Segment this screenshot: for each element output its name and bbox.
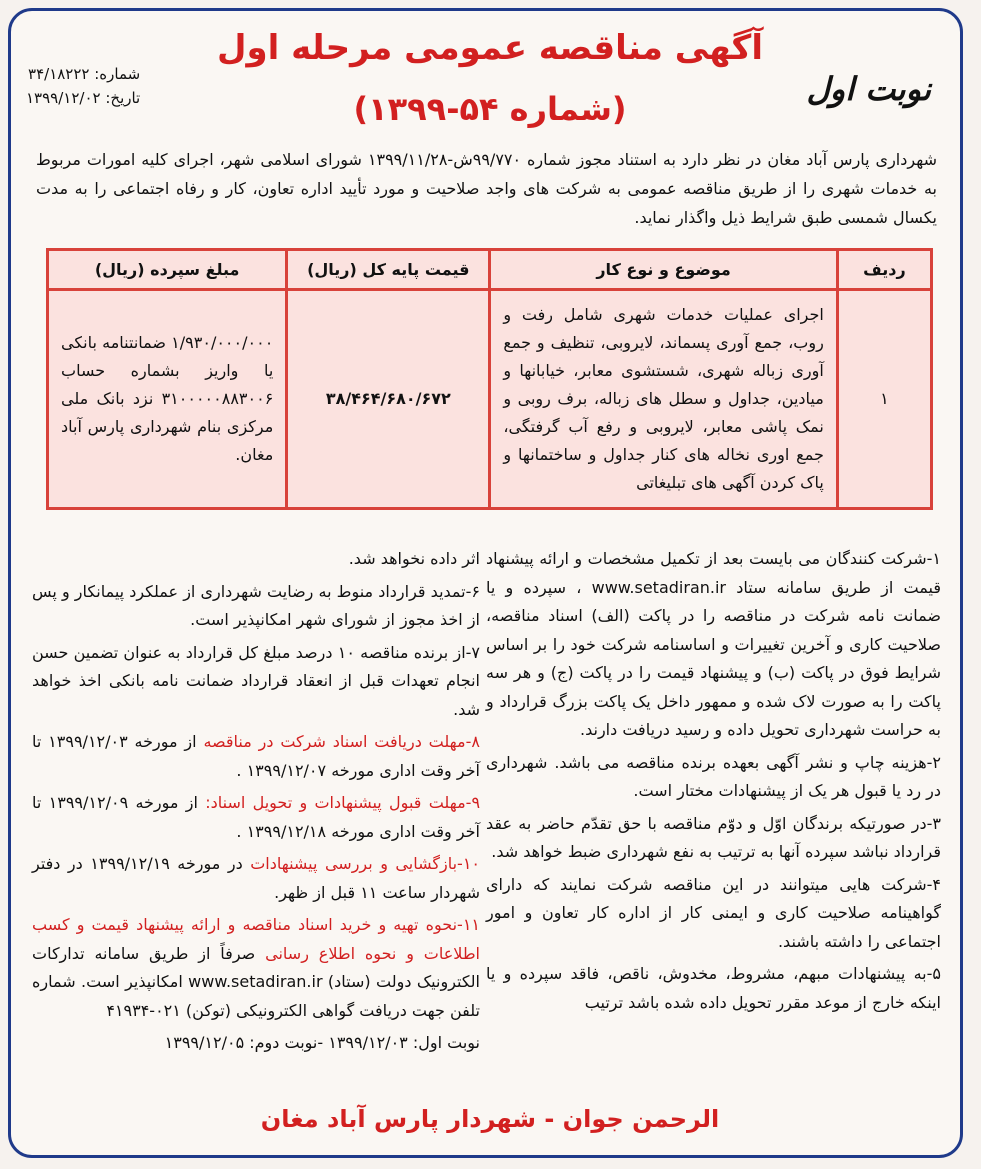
condition-10-text: در مورخه ۱۳۹۹/۱۲/۱۹ در دفتر شهردار ساعت ۱۱ قبل از ظهر. [32,854,480,902]
condition-4: ۴-شرکت هایی میتوانند در این مناقصه شرکت نمایند که دارای گواهینامه صلاحیت کاری و ایمنی کار از اداره کار تعاون و امور اجتماعی را داشته باشند. [486,874,941,951]
header-radif: ردیف [837,250,931,290]
condition-8 [32,728,480,785]
conditions-right-column [486,545,941,1021]
condition-3: ۳-در صورتیکه برندگان اوّل و دوّم مناقصه با حق تقدّم حاضر به عقد قرارداد نباشد سپرده آنها به ترتیب به نفع شهرداری ضبط خواهد شد. [486,813,941,861]
header-deposit: مبلغ سپرده (ریال) [48,250,287,290]
reference-number: شماره: ۳۴/۱۸۲۲۲ [28,65,141,83]
tender-table [46,248,933,510]
condition-9-label: ۹-مهلت قبول پیشنهادات و تحویل اسناد: [205,793,481,812]
condition-11-label: ۱۱-نحوه تهیه و خرید اسناد مناقصه و ارائه پیشنهاد قیمت و کسب اطلاعات و نحوه اطلاع رسانی [32,915,481,963]
condition-8-text: از مورخه ۱۳۹۹/۱۲/۰۳ تا آخر وقت اداری مورخه ۱۳۹۹/۱۲/۰۷ . [32,732,480,780]
condition-8-label: ۸-مهلت دریافت اسناد شرکت در مناقصه [203,732,480,751]
conditions-left-column [32,545,480,1062]
condition-2: ۲-هزینه چاپ و نشر آگهی بعهده برنده مناقصه می باشد. شهرداری در رد یا قبول هر یک از پیشنهادات مختار است. [486,752,941,800]
condition-10-label: ۱۰-بازگشایی و بررسی پیشنهادات [250,854,480,873]
round-label: نوبت اول [806,70,931,108]
notice-number: (شماره ۵۴-۱۳۹۹) [353,90,627,128]
table-header-row [48,250,932,290]
condition-6: ۶-تمدید قرارداد منوط به رضایت شهرداری از عملکرد پیمانکار و پس از اخذ مجوز از شورای شهر امکانپذیر است. [32,581,480,629]
cell-radif: ۱ [837,290,931,509]
cell-subject: اجرای عملیات خدمات شهری شامل رفت و روب، جمع آوری پسماند، لایروبی، تنظیف و جمع آوری زباله شهری، شستشوی معابر، خیابانها و میادین، جداول و سطل های زباله، برف روبی و نمک پاشی معابر، لایروبی و رفع آب گرفتگی، جمع اوری نخاله های کنار جداول و ساختمانها و پاک کردن آگهی های تبلیغاتی [490,290,838,509]
cell-price: ۳۸/۴۶۴/۶۸۰/۶۷۲ [287,290,490,509]
condition-11 [32,911,480,1025]
condition-1: ۱-شرکت کنندگان می بایست بعد از تکمیل مشخصات و ارائه پیشنهاد قیمت از طریق سامانه ستاد www.setadiran.ir ، سپرده و یا ضمانت نامه شرکت در مناقصه را در پاکت (الف) اسناد مناقصه، صلاحیت کاری و آخرین تغییرات و اساسنامه شرکت خود را بر اساس شرایط فوق در پاکت (ب) و پیشنهاد قیمت را در پاکت (ج) و هر سه پاکت را به صورت لاک شده و ممهور داخل یک پاکت بزرگ قرارداد و به حراست شهرداری تحویل داده و رسید دریافت دارند. [486,549,941,739]
condition-5: ۵-به پیشنهادات مبهم، مشروط، مخدوش، ناقص، فاقد سپرده و یا اینکه خارج از موعد مقرر تحویل داده شده باشد ترتیب [486,964,941,1012]
header-price: قیمت پایه کل (ریال) [287,250,490,290]
reference-block [26,62,140,110]
signature-line: الرحمن جوان - شهردار پارس آباد مغان [260,1105,720,1133]
notice-title: آگهی مناقصه عمومی مرحله اول [217,28,763,68]
condition-5-continued: اثر داده نخواهد شد. [348,549,480,568]
condition-10 [32,850,480,907]
header-subject: موضوع و نوع کار [490,250,838,290]
intro-paragraph: شهرداری پارس آباد مغان در نظر دارد به استناد مجوز شماره ۹۹/۷۷۰ش-۱۳۹۹/۱۱/۲۸ شورای اسلامی شهر، اجرای کلیه امورات مربوط به خدمات شهری را از طریق مناقصه عمومی به شرکت های واجد صلاحیت و مورد تأیید اداره تعاون، کار و رفاه اجتماعی را به مدت یکسال شمسی طبق شرایط ذیل واگذار نماید. [36,150,937,227]
cell-deposit: ۱/۹۳۰/۰۰۰/۰۰۰ ضمانتنامه بانکی یا واریز بشماره حساب ۳۱۰۰۰۰۰۸۸۳۰۰۶ نزد بانک ملی مرکزی بنام شهرداری پارس آباد مغان. [48,290,287,509]
condition-9-text: از مورخه ۱۳۹۹/۱۲/۰۹ تا آخر وقت اداری مورخه ۱۳۹۹/۱۲/۱۸ . [32,793,480,841]
reference-date: تاریخ: ۱۳۹۹/۱۲/۰۲ [26,89,141,107]
table-row [48,290,932,509]
condition-9 [32,789,480,846]
publication-dates: نوبت اول: ۱۳۹۹/۱۲/۰۳ -نوبت دوم: ۱۳۹۹/۱۲/۰۵ [164,1033,480,1052]
condition-7: ۷-از برنده مناقصه ۱۰ درصد مبلغ کل قرارداد به عنوان تضمین حسن انجام تعهدات قبل از انعقاد قرارداد ضمانت نامه بانکی اخذ خواهد شد. [32,642,481,719]
condition-11-text: صرفاً از طریق سامانه تدارکات الکترونیک دولت (ستاد) www.setadiran.ir امکانپذیر است. شماره تلفن جهت دریافت گواهی الکترونیکی (توکن) ۰۲۱-۴۱۹۳۴ [32,943,480,1020]
